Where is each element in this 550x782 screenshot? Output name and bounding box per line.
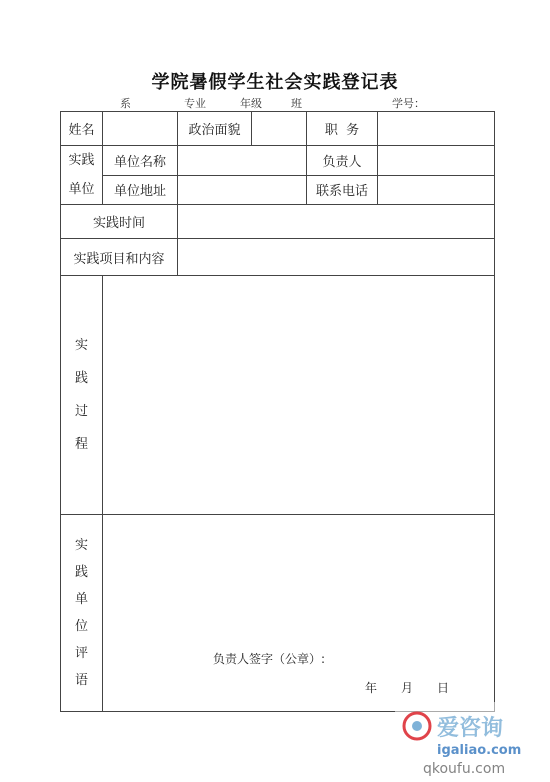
- name-label: 姓名: [61, 112, 103, 146]
- evaluation-char: 单: [74, 592, 88, 607]
- unit-name-label: 单位名称: [103, 146, 178, 176]
- position-field[interactable]: [378, 112, 495, 146]
- registration-form: [60, 111, 495, 712]
- evaluation-char: 践: [74, 565, 88, 580]
- process-char: 实: [74, 338, 88, 353]
- watermark-text-domain: igaliao.com: [437, 743, 522, 758]
- signature-label: 负责人签字（公章）:: [213, 652, 326, 666]
- person-in-charge-field[interactable]: [378, 146, 495, 176]
- evaluation-char: 评: [74, 646, 88, 661]
- major-label: 专业: [184, 97, 206, 110]
- person-in-charge-label: 负责人: [307, 146, 378, 176]
- position-label: 职 务: [307, 112, 378, 146]
- process-char: 程: [74, 437, 88, 452]
- process-char: 过: [74, 404, 88, 419]
- contact-phone-label: 联系电话: [307, 175, 378, 205]
- evaluation-char: 语: [74, 673, 88, 688]
- month-label: 月: [401, 681, 414, 695]
- practice-time-label: 实践时间: [61, 205, 178, 239]
- name-field[interactable]: [103, 112, 178, 146]
- watermark-text-domain-2: qkoufu.com: [423, 761, 506, 777]
- unit-address-field[interactable]: [178, 175, 307, 205]
- process-char: 践: [74, 371, 88, 386]
- brand-logo-dot-icon: [412, 721, 422, 731]
- grade-label: 年级: [240, 97, 262, 110]
- contact-phone-field[interactable]: [378, 175, 495, 205]
- political-status-field[interactable]: [252, 112, 307, 146]
- unit-name-field[interactable]: [178, 146, 307, 176]
- student-id-label: 学号：: [392, 97, 425, 110]
- evaluation-char: 实: [74, 538, 88, 553]
- dept-label: 系: [120, 97, 131, 110]
- practice-unit-label: [61, 146, 103, 205]
- form-title: 学院暑假学生社会实践登记表: [151, 72, 399, 93]
- practice-process-label: [61, 276, 103, 515]
- project-content-label: 实践项目和内容: [61, 239, 178, 276]
- watermark-text-main: 爱咨询: [437, 716, 504, 741]
- class-label: 班: [291, 97, 302, 110]
- practice-unit-label-line2: 单位: [68, 182, 95, 197]
- site-watermark: [395, 702, 550, 778]
- practice-time-field[interactable]: [178, 205, 495, 239]
- evaluation-char: 位: [74, 619, 88, 634]
- unit-address-label: 单位地址: [103, 175, 178, 205]
- practice-unit-label-line1: 实践: [68, 153, 95, 168]
- year-label: 年: [365, 681, 378, 695]
- project-content-field[interactable]: [178, 239, 495, 276]
- unit-evaluation-label: [61, 515, 103, 712]
- practice-process-field[interactable]: [103, 276, 495, 515]
- day-label: 日: [437, 681, 450, 695]
- unit-evaluation-field[interactable]: [103, 515, 495, 712]
- political-status-label: 政治面貌: [178, 112, 252, 146]
- watermark-graphic: [395, 702, 550, 778]
